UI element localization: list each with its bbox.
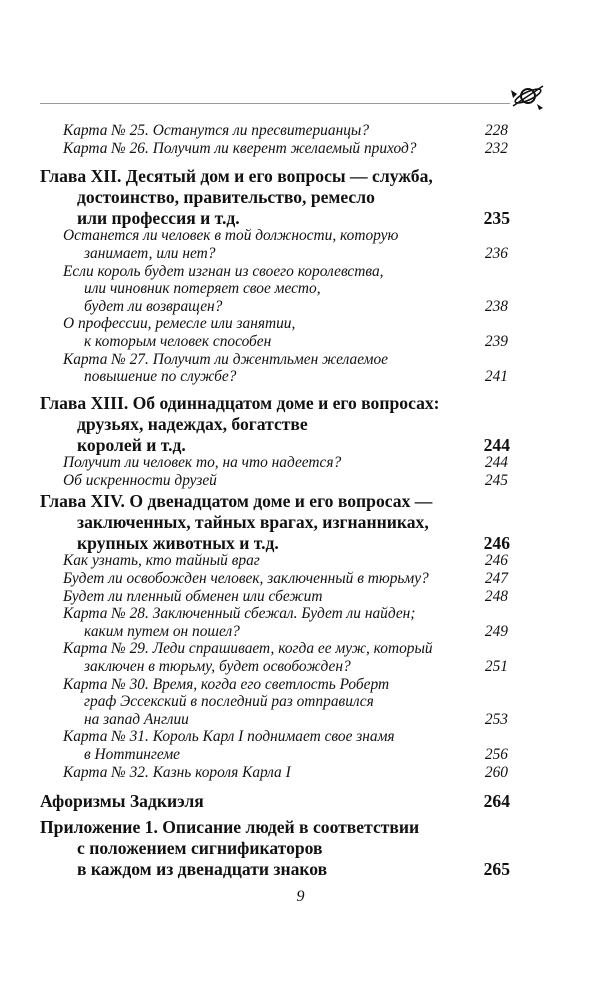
chapter-heading-line: крупных животных и т.д. [77, 532, 279, 553]
toc-entry-line: Карта № 27. Получит ли джентльмен желаемое [63, 350, 388, 368]
toc-entry-line: занимает, или нет? [84, 245, 216, 262]
toc-entry-page: 241 [484, 368, 508, 386]
appendix-page: 265 [483, 858, 510, 879]
toc-entry-page: 228 [484, 122, 508, 139]
toc-entry-line: Карта № 29. Леди спрашивает, когда ее муж, который [63, 640, 433, 658]
toc-entry-line: в Ноттингеме [84, 746, 181, 763]
toc-entry-line: повышение по службе? [84, 368, 237, 386]
toc-entry-line: заключен в тюрьму, будет освобожден? [84, 658, 351, 675]
aphorisms-heading: Афоризмы Задкиэля [40, 791, 204, 811]
toc-entry-line: О профессии, ремесле или занятии, [63, 315, 296, 333]
toc-entry-page: 244 [484, 454, 508, 472]
appendix-heading-line: Приложение 1. Описание людей в соответствии [40, 817, 420, 837]
chapter-page: 244 [483, 434, 510, 455]
toc-entry-line: Об искренности друзей [63, 472, 217, 489]
toc-entry-page: 260 [484, 763, 508, 781]
toc-entry-page: 256 [484, 746, 508, 763]
toc-entry-page: 248 [484, 587, 508, 605]
toc-entry-line: Карта № 30. Время, когда его светлость Роберт [63, 675, 390, 693]
appendix-heading-line: с положением сигнификаторов [77, 837, 323, 858]
toc-entry-line: Будет ли пленный обменен или сбежит [63, 587, 323, 605]
toc-entry-page: 239 [484, 333, 508, 350]
chapter-page: 246 [483, 532, 510, 553]
toc-entry-page: 245 [484, 472, 508, 489]
chapter-heading-line: Глава XII. Десятый дом и его вопросы — служба, [40, 166, 433, 186]
toc-entry-page: 238 [484, 297, 508, 315]
toc-entry-line: будет ли возвращен? [84, 297, 223, 315]
toc-entry-line: на запад Англии [84, 710, 189, 728]
toc-entry-page: 249 [484, 622, 508, 640]
toc-entry-line: Если король будет изгнан из своего королевства, [63, 262, 384, 280]
toc-entry: Карта № 26. Получит ли кверент желаемый приход? [63, 139, 417, 157]
toc-entry-page: 251 [484, 658, 508, 675]
chapter-heading-line: заключенных, тайных врагах, изгнанниках, [77, 511, 429, 532]
toc-entry: Карта № 25. Останутся ли пресвитерианцы? [63, 122, 370, 139]
toc-entry-page: 246 [484, 552, 508, 570]
toc-entry-page: 232 [484, 139, 508, 157]
aphorisms-page: 264 [483, 791, 510, 811]
page-number: 9 [296, 888, 305, 905]
toc-entry-line: Карта № 28. Заключенный сбежал. Будет ли найден; [63, 605, 416, 623]
toc-entry-line: Останется ли человек в той должности, которую [63, 227, 399, 245]
chapter-heading-line: друзьях, надеждах, богатстве [77, 413, 308, 434]
toc-entry-line: к которым человек способен [84, 333, 272, 350]
toc-entry-line: Получит ли человек то, на что надеется? [63, 454, 342, 472]
chapter-page: 235 [483, 207, 510, 228]
appendix-heading-line: в каждом из двенадцати знаков [77, 858, 328, 879]
toc-entry-line: каким путем он пошел? [84, 622, 240, 640]
toc-entry-page: 253 [484, 710, 508, 728]
toc-entry-line: Будет ли освобожден человек, заключенный в тюрьму? [63, 570, 429, 587]
toc-entry-line: Карта № 31. Король Карл I поднимает свое знамя [63, 728, 395, 746]
toc-entry-page: 247 [484, 570, 508, 587]
toc-entry-line: Карта № 32. Казнь короля Карла I [63, 763, 291, 781]
chapter-heading-line: достоинство, правительство, ремесло [77, 186, 375, 207]
toc-entry-line: или чиновник потеряет свое место, [84, 280, 321, 298]
chapter-heading-line: Глава XIII. Об одиннадцатом доме и его вопросах: [40, 393, 440, 413]
toc-entry-page: 236 [484, 245, 508, 262]
chapter-heading-line: Глава XIV. О двенадцатом доме и его вопросах — [40, 491, 433, 511]
toc-entry-line: Как узнать, кто тайный враг [63, 552, 260, 570]
toc-entry-line: граф Эссекский в последний раз отправился [84, 693, 374, 711]
chapter-heading-line: королей и т.д. [77, 434, 186, 455]
chapter-heading-line: или профессия и т.д. [77, 207, 240, 228]
